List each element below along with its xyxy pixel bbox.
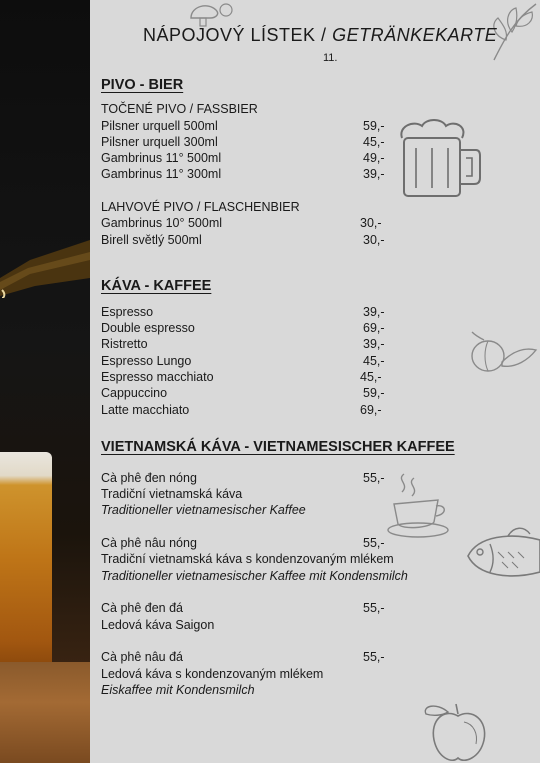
menu-item-name: Gambrinus 10° 500ml (101, 216, 223, 230)
coffee-heading: KÁVA - KAFFEE (101, 278, 212, 294)
menu-item-name: Cà phê nâu nóng (101, 536, 197, 550)
wooden-table (0, 662, 90, 763)
beer-photo (0, 0, 90, 763)
menu-item-price: 30,- (360, 216, 382, 230)
menu-item-name: Cappuccino (101, 386, 168, 400)
draft-beer-subheading: TOČENÉ PIVO / FASSBIER (101, 102, 258, 116)
menu-item-name: Birell světlý 500ml (101, 233, 202, 247)
menu-item-price: 55,- (363, 536, 385, 550)
vietnamese-coffee-heading: VIETNAMSKÁ KÁVA - VIETNAMESISCHER KAFFEE (101, 439, 455, 455)
menu-item-name: Espresso macchiato (101, 370, 214, 384)
menu-item-description-cz: Ledová káva s kondenzovaným mlékem (101, 667, 324, 681)
menu-item-name: Espresso (101, 305, 154, 319)
menu-item-price: 45,- (363, 354, 385, 368)
menu-item-description-cz: Tradiční vietnamská káva s kondenzovaným mlékem (101, 552, 394, 566)
menu-item-price: 59,- (363, 119, 385, 133)
menu-item-price: 55,- (363, 650, 385, 664)
bottle-icon (0, 238, 90, 298)
menu-item-price: 69,- (360, 403, 382, 417)
menu-item-name: Cà phê đen đá (101, 601, 184, 615)
menu-item-price: 59,- (363, 386, 385, 400)
menu-item-price: 49,- (363, 151, 385, 165)
menu-item-price: 55,- (363, 601, 385, 615)
menu-item-price: 39,- (363, 305, 385, 319)
menu-item-price: 39,- (363, 337, 385, 351)
menu-item-name: Gambrinus 11° 500ml (101, 151, 222, 165)
menu-item-name: Ristretto (101, 337, 148, 351)
menu-item-price: 69,- (363, 321, 385, 335)
menu-item-name: Cà phê đen nóng (101, 471, 197, 485)
menu-item-name: Pilsner urquell 500ml (101, 119, 218, 133)
menu-item-description-de: Traditioneller vietnamesischer Kaffee (101, 503, 306, 517)
menu-item-name: Pilsner urquell 300ml (101, 135, 218, 149)
menu-item-name: Espresso Lungo (101, 354, 192, 368)
menu-item-name: Gambrinus 11° 300ml (101, 167, 222, 181)
page-title: NÁPOJOVÝ LÍSTEK / GETRÄNKEKARTE (143, 25, 498, 45)
menu-item-price: 45,- (360, 370, 382, 384)
menu-item-description-cz: Tradiční vietnamská káva (101, 487, 243, 501)
menu-item-description-cz: Ledová káva Saigon (101, 618, 215, 632)
bottled-beer-subheading: LAHVOVÉ PIVO / FLASCHENBIER (101, 200, 300, 214)
menu-item-description-de: Traditioneller vietnamesischer Kaffee mit Kondensmilch (101, 569, 408, 583)
beer-heading: PIVO - BIER (101, 77, 184, 93)
menu-item-name: Cà phê nâu đá (101, 650, 184, 664)
menu-item-price: 55,- (363, 471, 385, 485)
menu-item-price: 45,- (363, 135, 385, 149)
page-number: 11. (323, 52, 338, 64)
drinks-menu (101, 0, 531, 763)
menu-item-name: Double espresso (101, 321, 195, 335)
menu-item-price: 30,- (363, 233, 385, 247)
menu-item-name: Latte macchiato (101, 403, 190, 417)
menu-item-description-de: Eiskaffee mit Kondensmilch (101, 683, 255, 697)
menu-item-price: 39,- (363, 167, 385, 181)
beer-glass (0, 452, 52, 688)
